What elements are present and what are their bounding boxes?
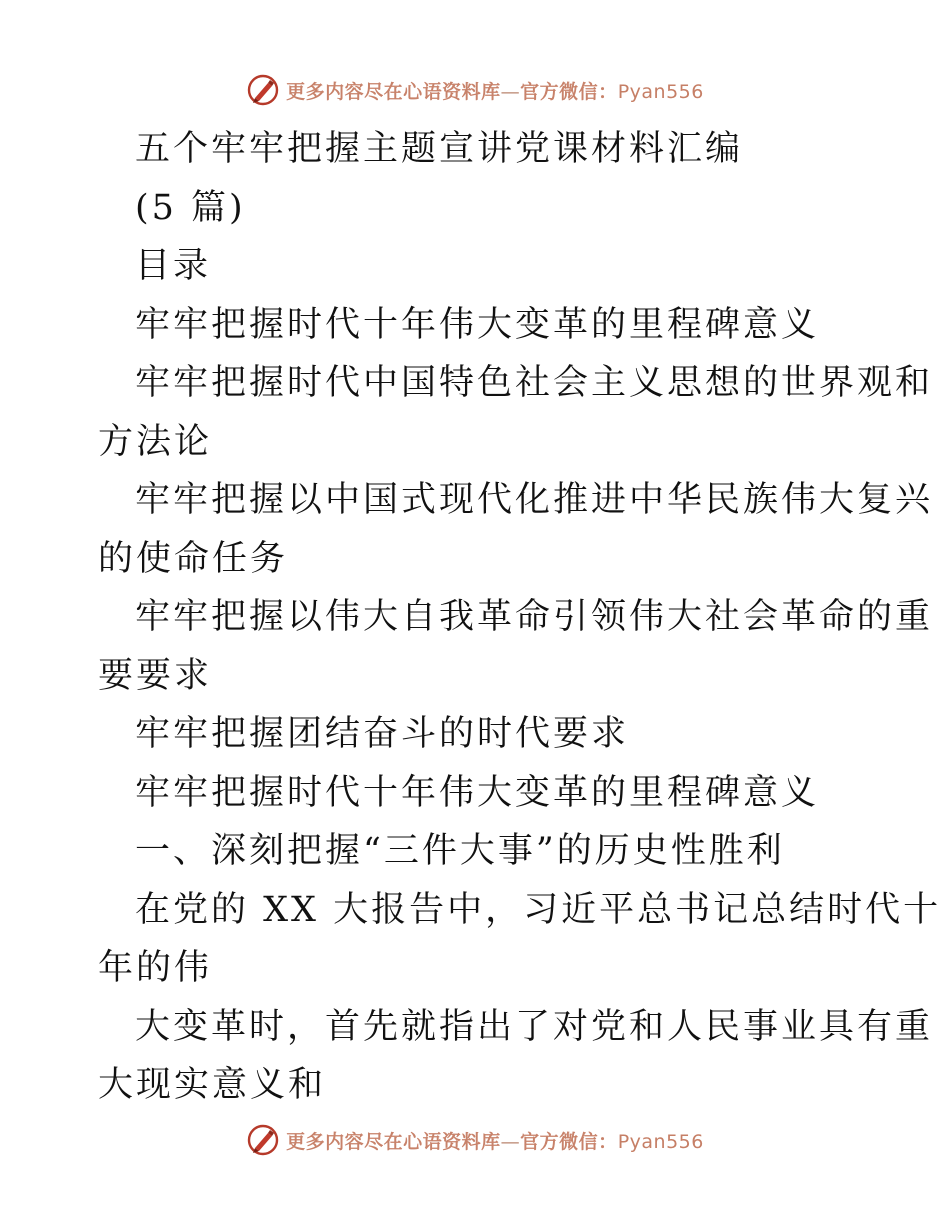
section-title: 牢牢把握时代十年伟大变革的里程碑意义: [135, 772, 820, 813]
red-pen-circle-icon: [246, 1123, 280, 1157]
toc-item-5: 牢牢把握团结奋斗的时代要求: [135, 714, 630, 754]
toc-item-1: 牢牢把握时代十年伟大变革的里程碑意义: [135, 304, 820, 345]
watermark-wechat-label: 官方微信：: [520, 1130, 618, 1153]
watermark-inner: [246, 73, 704, 107]
paragraph-line: 大现实意义和: [98, 1065, 327, 1105]
section-heading-1: 一、深刻把握“三件大事”的历史性胜利: [135, 831, 785, 871]
watermark-separator: —: [500, 80, 521, 103]
toc-item-2: 牢牢把握时代中国特色社会主义思想的世界观和: [135, 363, 934, 403]
watermark-text: [286, 1127, 704, 1154]
paragraph-line: 在党的 XX 大报告中，习近平总书记总结时代十: [135, 889, 942, 930]
paragraph-line: 年的伟: [98, 948, 213, 988]
watermark-slogan: 更多内容尽在心语资料库: [286, 80, 501, 103]
watermark-wechat-id: Pyan556: [617, 1130, 704, 1153]
paragraph-line: 大变革时，首先就指出了对党和人民事业具有重: [135, 1006, 934, 1047]
watermark-banner-top: [0, 68, 950, 112]
toc-item-3: 牢牢把握以中国式现代化推进中华民族伟大复兴: [135, 480, 934, 520]
document-body: [98, 120, 942, 1115]
toc-item-3-continued: 的使命任务: [98, 538, 289, 579]
document-subtitle: (5 篇): [135, 187, 246, 228]
watermark-slogan: 更多内容尽在心语资料库: [286, 1130, 501, 1153]
watermark-wechat-label: 官方微信：: [520, 80, 618, 103]
watermark-text: [286, 77, 704, 104]
watermark-inner: [246, 1123, 704, 1157]
document-title: 五个牢牢把握主题宣讲党课材料汇编: [135, 129, 744, 169]
toc-item-4-continued: 要要求: [98, 655, 213, 696]
watermark-separator: —: [500, 1130, 521, 1153]
red-pen-circle-icon: [246, 73, 280, 107]
toc-item-4: 牢牢把握以伟大自我革命引领伟大社会革命的重: [135, 597, 934, 637]
toc-item-2-continued: 方法论: [98, 421, 213, 462]
watermark-wechat-id: Pyan556: [617, 80, 704, 103]
toc-heading: 目录: [135, 246, 212, 286]
watermark-banner-bottom: [0, 1118, 950, 1162]
